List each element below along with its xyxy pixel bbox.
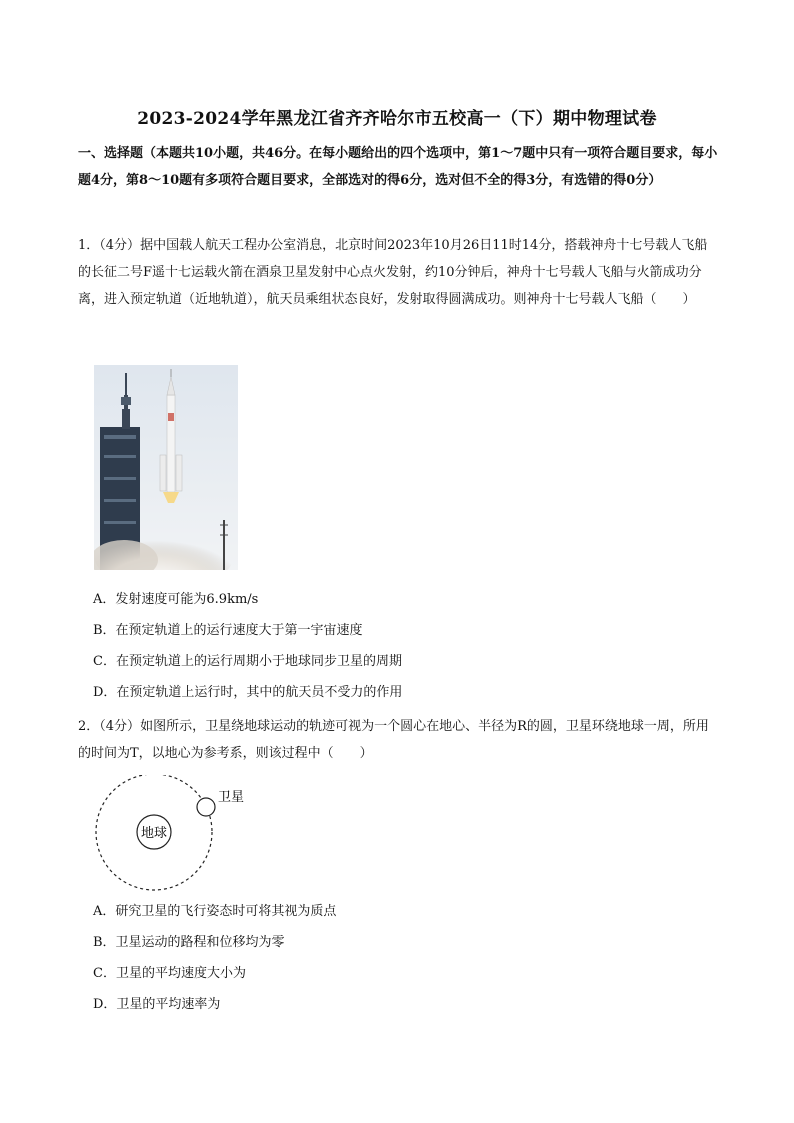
orbit-diagram (90, 775, 260, 895)
option-a: A．发射速度可能为6.9km/s (93, 592, 259, 607)
option-b: B．卫星运动的路程和位移均为零 (93, 935, 285, 950)
page-title: 2023-2024学年黑龙江省齐齐哈尔市五校高一（下）期中物理试卷 (137, 109, 657, 129)
question-1 (78, 232, 720, 313)
option-c: C．卫星的平均速度大小为 (93, 966, 246, 981)
question-2 (78, 713, 720, 767)
option-d: D．在预定轨道上运行时，其中的航天员不受力的作用 (93, 685, 403, 700)
satellite-circle (197, 798, 215, 816)
rocket-launch-photo (94, 365, 238, 570)
earth-label: 地球 (140, 826, 168, 841)
question-score: （4分） (99, 719, 141, 734)
option-d: D．卫星的平均速率为 (93, 997, 221, 1012)
option-a: A．研究卫星的飞行姿态时可将其视为质点 (93, 904, 337, 919)
question-number: 1． (78, 238, 100, 253)
question-score: （4分） (99, 238, 141, 253)
option-b: B．在预定轨道上的运行速度大于第一宇宙速度 (93, 623, 363, 638)
question-number: 2． (78, 719, 100, 734)
option-c: C．在预定轨道上的运行周期小于地球同步卫星的周期 (93, 654, 402, 669)
section-heading: 一、选择题（本题共10小题，共46分。在每小题给出的四个选项中，第1～7题中只有一项符合题目要求，每小题4分，第8～10题有多项符合题目要求，全部选对的得6分，选对但不全的得3分，有选错的得0分） (78, 146, 718, 188)
satellite-label: 卫星 (218, 790, 245, 805)
question-stem: 据中国载人航天工程办公室消息，北京时间2023年10月26日11时14分，搭载神舟十七号载人飞船的长征二号F遥十七运载火箭在酒泉卫星发射中心点火发射，约10分钟后，神舟十七号载人飞船与火箭成功分离，进入预定轨道（近地轨道），航天员乘组状态良好，发射取得圆满成功。则神舟十七号载人飞船（ ） (78, 238, 708, 307)
question-stem: 如图所示，卫星绕地球运动的轨迹可视为一个圆心在地心、半径为R的圆，卫星环绕地球一周，所用的时间为T，以地心为参考系，则该过程中（ ） (78, 719, 709, 761)
